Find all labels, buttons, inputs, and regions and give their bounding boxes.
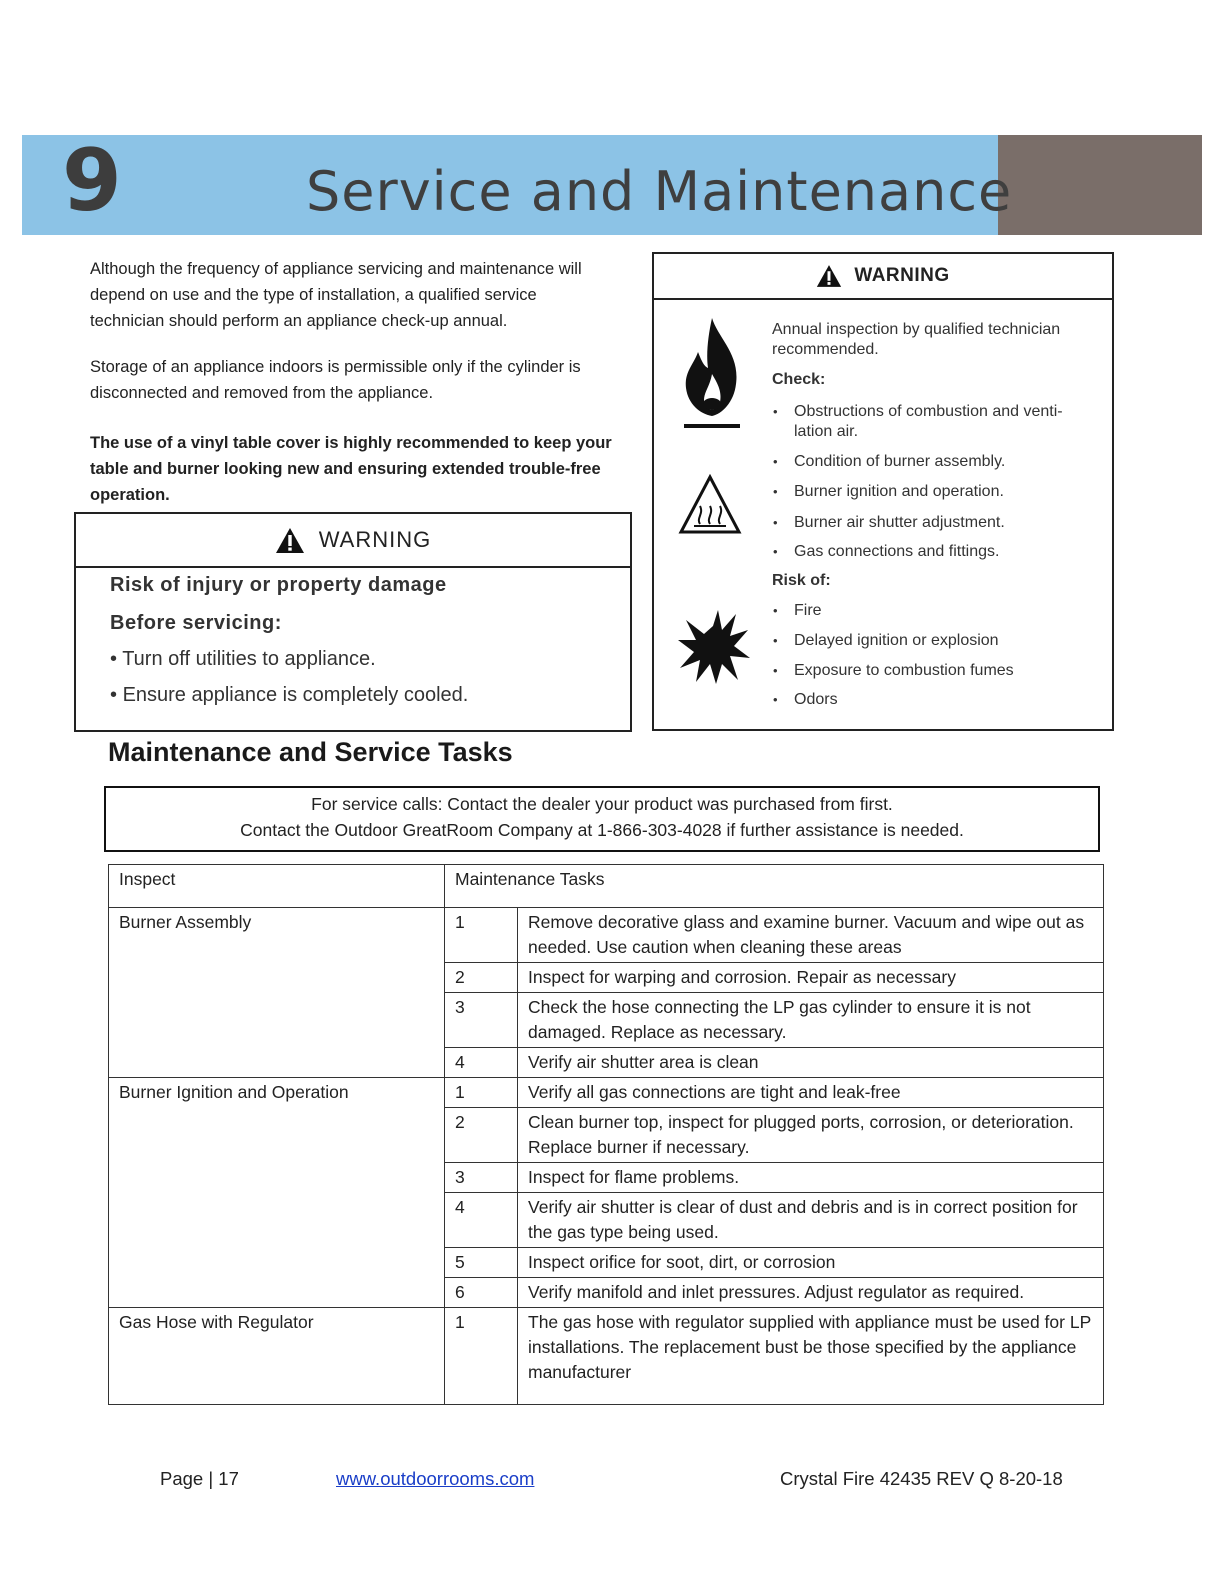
text-line: • Burner air shutter adjustment. — [794, 514, 1005, 531]
text-line: • Condition of burner assembly. — [794, 453, 1006, 470]
task-number: 5 — [445, 1248, 518, 1278]
task-number: 3 — [445, 993, 518, 1048]
warning-header — [76, 514, 630, 568]
contact-line: Contact the Outdoor GreatRoom Company at 1-866-303-4028 if further assistance is needed. — [240, 820, 964, 840]
warning-title: WARNING — [318, 527, 432, 552]
warning-box-servicing — [74, 512, 632, 732]
contact-box — [104, 786, 1100, 852]
header-accent-block — [998, 135, 1202, 235]
warning-before-text: Before servicing: — [110, 612, 282, 634]
text-line: • Burner ignition and operation. — [794, 483, 1004, 500]
flammable-icon — [674, 314, 750, 434]
website-link[interactable]: www.outdoorrooms.com — [336, 1468, 535, 1489]
check-item — [794, 452, 1005, 472]
text-line: lation air. — [794, 423, 859, 440]
text-line: technician should perform an appliance check-up annual. — [90, 312, 508, 330]
document-id: Crystal Fire 42435 REV Q 8-20-18 — [780, 1468, 1063, 1489]
warning-bullet: • Ensure appliance is completely cooled. — [110, 684, 469, 706]
warning-bullet-text: Ensure appliance is completely cooled. — [122, 684, 469, 706]
check-item — [794, 482, 1004, 502]
task-text: Inspect for flame problems. — [518, 1163, 1104, 1193]
task-text: Inspect for warping and corrosion. Repair as necessary — [518, 963, 1104, 993]
warning-bullet-text: Turn off utilities to appliance. — [122, 648, 376, 670]
intro-paragraph-storage — [90, 354, 630, 406]
contact-line: For service calls: Contact the dealer your product was purchased from first. — [311, 794, 893, 814]
task-number: 2 — [445, 963, 518, 993]
risk-label: Risk of: — [772, 572, 831, 589]
task-number: 1 — [445, 1308, 518, 1405]
check-item — [794, 542, 999, 562]
task-text: Clean burner top, inspect for plugged ports, corrosion, or deterioration. Replace burner if necessary. — [518, 1108, 1104, 1163]
page-title: Service and Maintenance — [306, 160, 1013, 223]
task-text: Verify manifold and inlet pressures. Adjust regulator as required. — [518, 1278, 1104, 1308]
text-line: Annual inspection by qualified technician — [772, 321, 1061, 338]
inspect-category: Burner Ignition and Operation — [109, 1078, 445, 1308]
risk-item: • Fire — [794, 601, 822, 621]
warning-bullet: • Turn off utilities to appliance. — [110, 648, 376, 670]
warning-header — [654, 254, 1112, 300]
intro-paragraph-frequency — [90, 256, 630, 334]
warning-risk-text: Risk of injury or property damage — [110, 574, 447, 596]
text-line: • Gas connections and fittings. — [794, 543, 1000, 560]
table-row — [109, 908, 1104, 963]
risk-item: • Exposure to combustion fumes — [794, 661, 1014, 681]
table-header-tasks: Maintenance Tasks — [445, 865, 1104, 908]
text-line: table and burner looking new and ensuring extended trouble-free — [90, 460, 601, 478]
intro-paragraph-cover — [90, 430, 630, 508]
text-line: Storage of an appliance indoors is permissible only if the cylinder is — [90, 358, 581, 376]
task-text: Remove decorative glass and examine burner. Vacuum and wipe out as needed. Use caution when cleaning these areas — [518, 908, 1104, 963]
task-number: 2 — [445, 1108, 518, 1163]
task-text: Verify air shutter area is clean — [518, 1048, 1104, 1078]
task-text: Verify all gas connections are tight and leak-free — [518, 1078, 1104, 1108]
hot-surface-icon — [678, 474, 742, 536]
check-item — [794, 513, 1005, 533]
risk-item: • Odors — [794, 690, 838, 710]
text-line: disconnected and removed from the appliance. — [90, 384, 434, 402]
text-line: • Obstructions of combustion and venti- — [794, 403, 1063, 420]
task-number: 6 — [445, 1278, 518, 1308]
maintenance-table-body — [109, 865, 1104, 1405]
task-text: Check the hose connecting the LP gas cylinder to ensure it is not damaged. Replace as necessary. — [518, 993, 1104, 1048]
page-number: Page | 17 — [160, 1468, 239, 1489]
task-number: 3 — [445, 1163, 518, 1193]
task-number: 4 — [445, 1193, 518, 1248]
inspect-category: Gas Hose with Regulator — [109, 1308, 445, 1405]
text-line: operation. — [90, 486, 170, 504]
text-line: The use of a vinyl table cover is highly recommended to keep your — [90, 434, 612, 452]
check-item — [794, 402, 1063, 442]
task-text: The gas hose with regulator supplied with appliance must be used for LP installations. The replacement bust be those specified by the appliance manufacturer — [518, 1308, 1104, 1405]
text-line: depend on use and the type of installation, a qualified service — [90, 286, 537, 304]
text-line: Although the frequency of appliance servicing and maintenance will — [90, 260, 582, 278]
explosion-icon — [676, 606, 750, 686]
section-number: 9 — [62, 131, 122, 231]
table-row — [109, 1078, 1104, 1108]
task-number: 1 — [445, 1078, 518, 1108]
task-text: Verify air shutter is clear of dust and debris and is in correct position for the gas type being used. — [518, 1193, 1104, 1248]
risk-item: • Delayed ignition or explosion — [794, 631, 999, 651]
section-heading: Maintenance and Service Tasks — [108, 737, 513, 767]
task-text: Inspect orifice for soot, dirt, or corrosion — [518, 1248, 1104, 1278]
table-row — [109, 1308, 1104, 1405]
inspection-intro — [772, 320, 1060, 360]
text-line: recommended. — [772, 341, 879, 358]
inspect-category: Burner Assembly — [109, 908, 445, 1078]
check-label: Check: — [772, 371, 826, 388]
table-header-row — [109, 865, 1104, 908]
warning-triangle-icon — [816, 264, 842, 288]
maintenance-table — [108, 864, 1104, 1405]
warning-box-inspection — [652, 252, 1114, 731]
warning-triangle-icon — [275, 527, 305, 554]
warning-title: WARNING — [854, 265, 950, 286]
task-number: 1 — [445, 908, 518, 963]
task-number: 4 — [445, 1048, 518, 1078]
table-header-inspect: Inspect — [109, 865, 445, 908]
